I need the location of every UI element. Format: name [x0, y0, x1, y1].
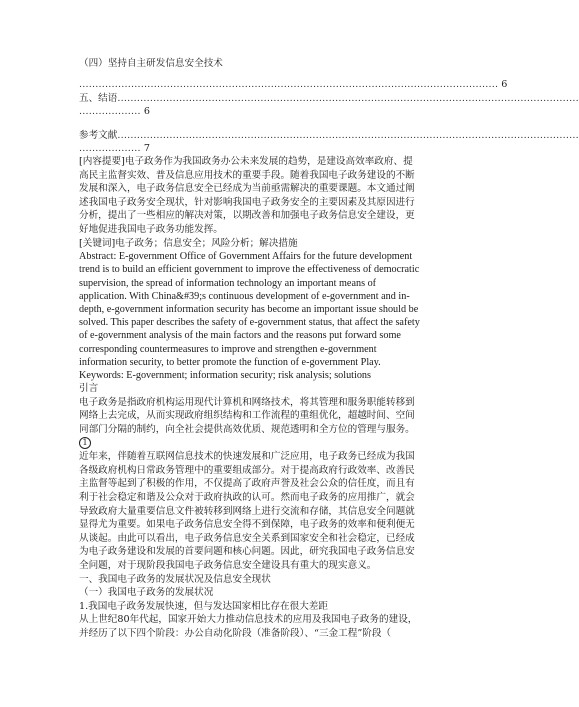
- abstract-cn: [内容提要]电子政务作为我国政务办公未来发展的趋势，是建设高效率政府、提高民主监督实效、普及信息应用技术的重要手段。随着我国电子政务建设的不断发展和深入，电子政务信息安全已经成为当前亟需解决的重要课题。本文通过阐述我国电子政务安全现状，针对影响我国电子政务安全的主要因素及其原因进行分析，提出了一些相应的解决对策，以期改善和加强电子政务信息安全建设，更好地促进我国电子政务功能发挥。: [79, 156, 415, 235]
- toc-entry-5[interactable]: 五、结语..............................................................................................................................................: [79, 93, 579, 104]
- footnote-mark[interactable]: 1: [79, 437, 91, 449]
- toc-entry-5-page: ................... 6: [79, 106, 150, 117]
- toc-entry-4-leader: ................................................................................................................................. 6: [79, 79, 508, 90]
- subsection-heading-1-1-1: 1.我国电子政务发展快速，但与发达国家相比存在很大差距: [79, 600, 328, 612]
- intro-heading: 引言: [79, 383, 99, 395]
- intro-paragraph-1: 电子政务是指政府机构运用现代计算机和网络技术，将其管理和服务职能转移到网络上去完成，从而实现政府组织结构和工作流程的重组优化，超越时间、空间同部门分隔的制约，向全社会提供高效优质、规范透明和全方位的管理与服务。1: [79, 396, 415, 448]
- section-heading-1: 一、我国电子政务的发展状况及信息安全现状: [79, 573, 271, 585]
- toc-page-number: 6: [143, 106, 150, 117]
- toc-entry-label: （四）坚持自主研发信息安全技术: [79, 58, 223, 69]
- keywords-en: Keywords: E-government; information security; risk analysis; solutions: [79, 369, 371, 381]
- toc-entry-label: 参考文献: [79, 130, 118, 141]
- toc-entry-label: 五、结语: [79, 93, 118, 104]
- toc-page-number: 7: [143, 143, 150, 154]
- intro-paragraph-2: 近年来，伴随着互联网信息技术的快速发展和广泛应用，电子政务已经成为我国各级政府机构日常政务管理中的重要组成部分。对于提高政府行政效率、改善民主监督等起到了积极的作用，不仅提高了政府声誉及社会公众的信任度，而且有利于社会稳定和谐及公众对于政府执政的认可。然而电子政务的应用推广，就会导致政府大量重要信息文件被转移到网络上进行交流和存储，其信息安全问题就显得尤为重要。如果电子政务信息安全得不到保障，电子政务的效率和便利便无从谈起。由此可以看出，电子政务信息安全关系到国家安全和社会稳定，已经成为电子政务建设和发展的首要问题和核心问题。因此，研究我国电子政务信息安全问题，对于现阶段我国电子政务信息安全建设具有重大的现实意义。: [79, 451, 415, 571]
- subsection-heading-1-1: （一）我国电子政务的发展状况: [79, 587, 214, 599]
- toc-page-number: 6: [501, 79, 508, 90]
- body-text: [79, 155, 421, 640]
- abstract-en: Abstract: E-government Office of Government Affairs for the future development trend is to build an efficient government to improve the effectiveness of democratic supervision, the spread of information technology an important means of application. With China&#39;s continuous development of e-government and in-depth, e-government information security has become an important issue should be solved. This paper describes the safety of e-government status, that affect the safety of e-government analysis of the main factors and the reasons put forward some corresponding countermeasures to improve and strengthen e-government information security, to better promote the function of e-government Play.: [79, 251, 420, 368]
- paragraph-history: 从上世纪80年代起，国家开始大力推动信息技术的应用及我国电子政务的建设，并经历了以下四个阶段：办公自动化阶段（准备阶段）、“三金工程”阶段（: [79, 614, 418, 639]
- toc-references-page: ................... 7: [79, 143, 150, 154]
- toc-references[interactable]: 参考文献..............................................................................................................................................: [79, 130, 579, 141]
- toc-entry-4[interactable]: [79, 57, 421, 71]
- keywords-cn: [关键词]电子政务；信息安全；风险分析；解决措施: [79, 237, 298, 249]
